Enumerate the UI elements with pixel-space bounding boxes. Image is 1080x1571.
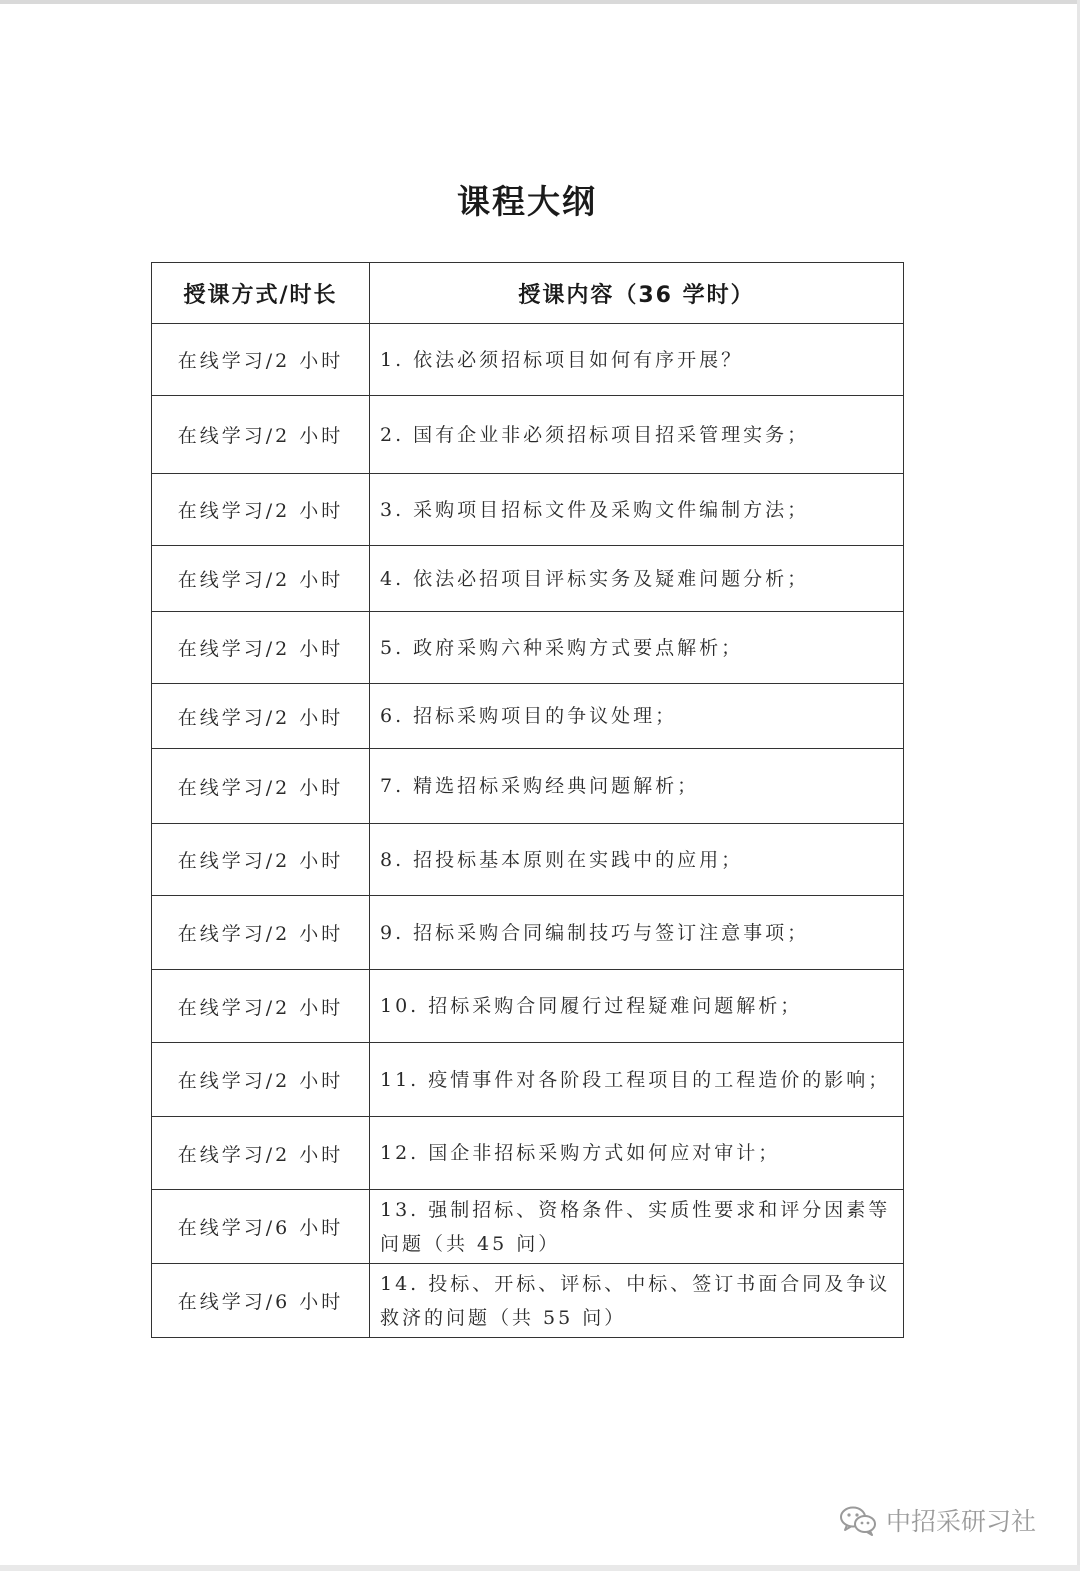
row-content: 10. 招标采购合同履行过程疑难问题解析； — [370, 970, 904, 1043]
row-content: 8. 招投标基本原则在实践中的应用； — [370, 824, 904, 896]
course-outline-table — [151, 262, 904, 1338]
table-row — [152, 612, 904, 684]
row-mode: 在线学习/2 小时 — [152, 1117, 370, 1190]
page-title: 课程大纲 — [457, 182, 597, 221]
page-bottom-edge — [0, 1565, 1080, 1571]
row-mode: 在线学习/2 小时 — [152, 396, 370, 474]
row-mode: 在线学习/2 小时 — [152, 474, 370, 546]
row-mode: 在线学习/2 小时 — [152, 824, 370, 896]
table-row — [152, 1117, 904, 1190]
row-content: 11. 疫情事件对各阶段工程项目的工程造价的影响； — [370, 1043, 904, 1117]
table-row — [152, 1264, 904, 1338]
header-mode: 授课方式/时长 — [152, 263, 370, 324]
row-content: 13. 强制招标、资格条件、实质性要求和评分因素等问题（共 45 问） — [370, 1190, 904, 1264]
row-content: 4. 依法必招项目评标实务及疑难问题分析； — [370, 546, 904, 612]
table-row — [152, 896, 904, 970]
table-header-row — [152, 263, 904, 324]
watermark-text: 中招采研习社 — [886, 1507, 1037, 1536]
row-mode: 在线学习/2 小时 — [152, 546, 370, 612]
table-row — [152, 684, 904, 749]
table-row — [152, 824, 904, 896]
watermark — [838, 1500, 1036, 1540]
row-mode: 在线学习/2 小时 — [152, 896, 370, 970]
row-content: 5. 政府采购六种采购方式要点解析； — [370, 612, 904, 684]
table-row — [152, 749, 904, 824]
row-mode: 在线学习/2 小时 — [152, 1043, 370, 1117]
page-top-edge — [0, 0, 1080, 4]
table-row — [152, 324, 904, 396]
table-row — [152, 396, 904, 474]
row-content: 9. 招标采购合同编制技巧与签订注意事项； — [370, 896, 904, 970]
row-content: 7. 精选招标采购经典问题解析； — [370, 749, 904, 824]
row-content: 3. 采购项目招标文件及采购文件编制方法； — [370, 474, 904, 546]
row-mode: 在线学习/6 小时 — [152, 1190, 370, 1264]
row-mode: 在线学习/2 小时 — [152, 749, 370, 824]
row-mode: 在线学习/2 小时 — [152, 684, 370, 749]
row-content: 6. 招标采购项目的争议处理； — [370, 684, 904, 749]
table-row — [152, 474, 904, 546]
table-row — [152, 546, 904, 612]
table-row — [152, 1043, 904, 1117]
row-content: 1. 依法必须招标项目如何有序开展？ — [370, 324, 904, 396]
row-mode: 在线学习/2 小时 — [152, 970, 370, 1043]
table-row — [152, 1190, 904, 1264]
row-mode: 在线学习/2 小时 — [152, 612, 370, 684]
table-row — [152, 970, 904, 1043]
header-content: 授课内容（36 学时） — [370, 263, 904, 324]
row-mode: 在线学习/6 小时 — [152, 1264, 370, 1338]
row-content: 12. 国企非招标采购方式如何应对审计； — [370, 1117, 904, 1190]
row-mode: 在线学习/2 小时 — [152, 324, 370, 396]
row-content: 2. 国有企业非必须招标项目招采管理实务； — [370, 396, 904, 474]
row-content: 14. 投标、开标、评标、中标、签订书面合同及争议救济的问题（共 55 问） — [370, 1264, 904, 1338]
wechat-icon — [838, 1504, 878, 1536]
